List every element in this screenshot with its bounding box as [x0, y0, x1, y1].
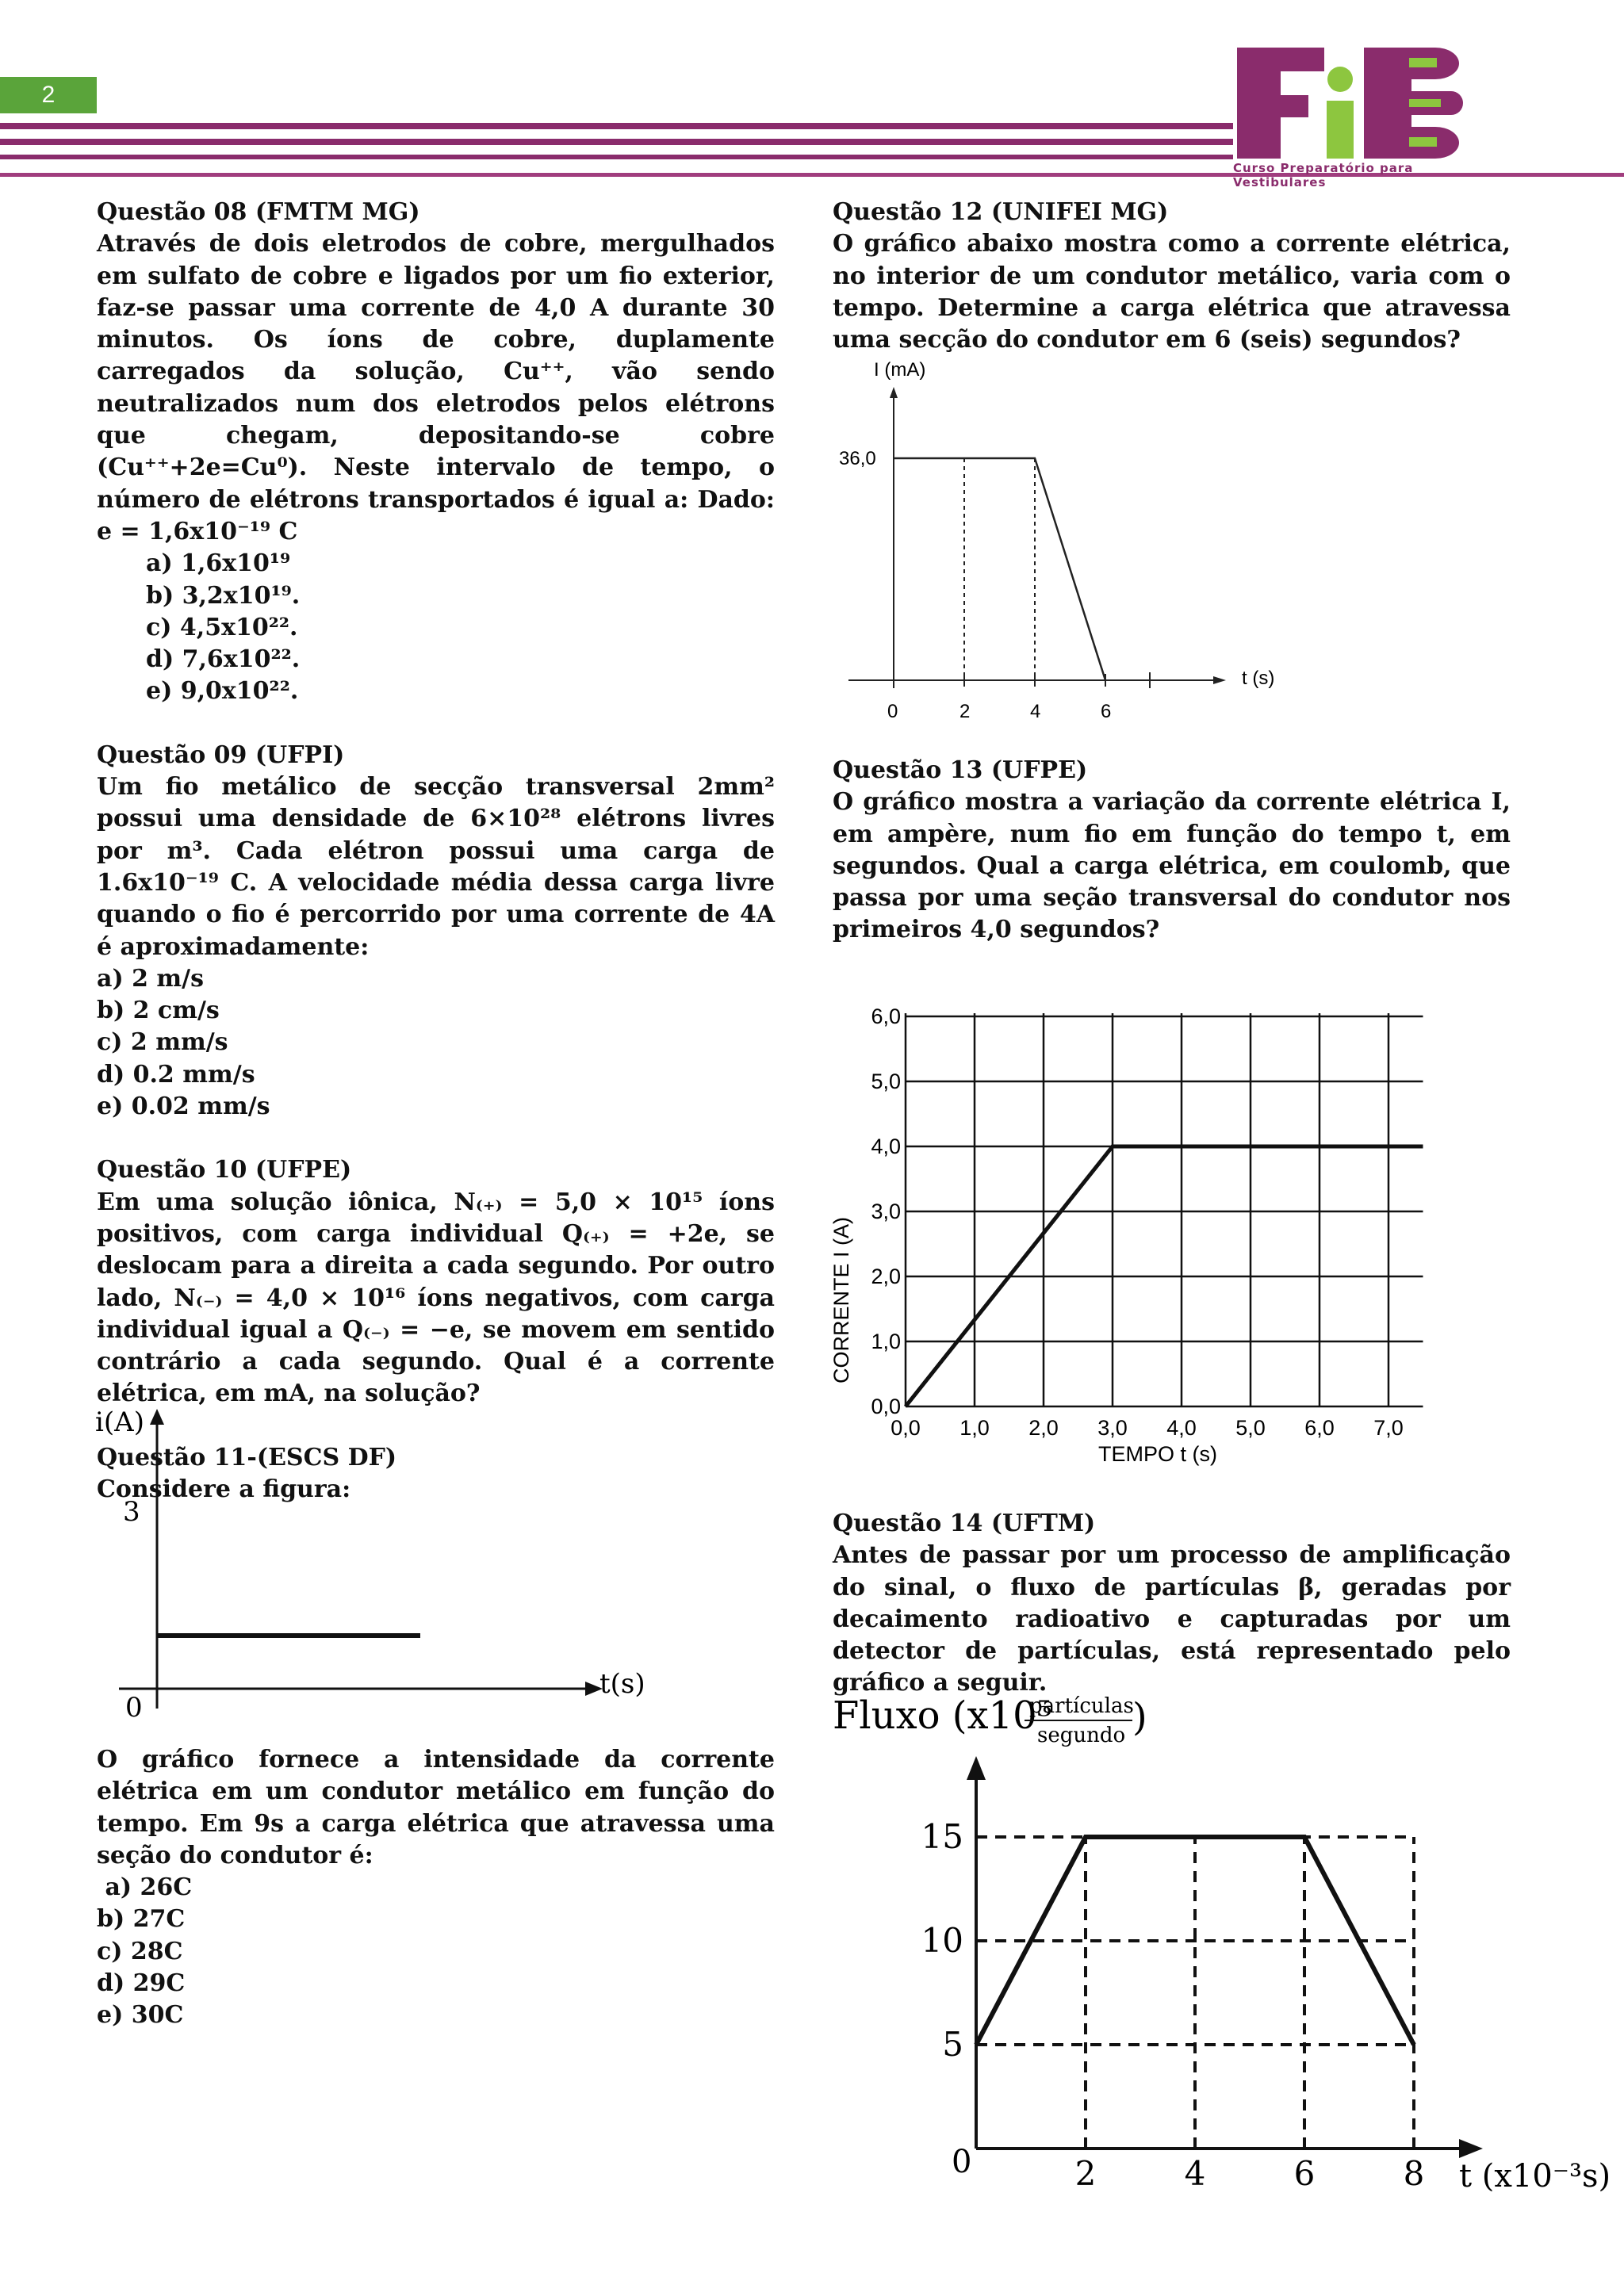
q09-title: Questão 09 (UFPI) [97, 740, 345, 769]
option: a) 26C [97, 1873, 193, 1902]
y-axis-arrow [150, 1409, 164, 1425]
y-tick-label: 0,0 [871, 1395, 901, 1418]
q12-text: O gráfico abaixo mostra como a corrente elétrica, no interior de um condutor metálico, varia com o tempo. Determine a carga elétrica que atravessa uma secção do condutor em 6 (seis) segundos? [833, 230, 1511, 354]
q11-intro: Considere a figura: [97, 1475, 351, 1503]
y-tick-label: 2,0 [871, 1265, 901, 1288]
page-number: 2 [0, 77, 97, 113]
option: d) 0.2 mm/s [97, 1060, 255, 1089]
option: e) 9,0x10²². [146, 677, 299, 706]
q12-chart [833, 355, 1308, 728]
option: c) 4,5x10²². [146, 613, 298, 641]
x-axis-label: t (x10⁻³s) [1459, 2158, 1611, 2195]
y-axis-label: i(A) [95, 1406, 144, 1438]
q13-title: Questão 13 (UFPE) [833, 756, 1088, 784]
q13-text: O gráfico mostra a variação da corrente elétrica I, em ampère, num fio em função do tempo t, em segundos. Qual a carga elétrica, em coulomb, que passa por uma seção transversal do condutor nos primeiros 4,0 segundos? [833, 788, 1511, 944]
title-fraction-denominator: segundo [1037, 1724, 1126, 1747]
q14-chart [825, 1689, 1618, 2212]
y-tick-label: 10 [921, 1921, 963, 1960]
x-tick-label: 6,0 [1304, 1416, 1335, 1440]
header-stripe [0, 155, 1233, 159]
q09-text: Um fio metálico de secção transversal 2mm² possui uma densidade de 6×10²⁸ elétrons livres por m³. Cada elétron possui uma carga de 1.6x10⁻¹⁹ C. A velocidade média dessa carga livre quando o fio é percorrido por uma corrente de 4A é aproximadamente: [97, 773, 775, 961]
x-axis-arrow [1459, 2139, 1483, 2158]
origin-label: 0 [952, 2144, 972, 2180]
left-column [97, 197, 775, 1506]
y-axis-label: I (mA) [874, 359, 926, 381]
option: d) 7,6x10²². [146, 645, 301, 674]
logo-tagline: Curso Preparatório para Vestibulares [1233, 161, 1414, 189]
q08-options [97, 548, 775, 707]
q13-block [833, 755, 1511, 947]
x-tick-label: 6 [1101, 701, 1112, 722]
header-stripe [0, 123, 1233, 129]
x-tick-label: 6 [1293, 2154, 1316, 2193]
q14-block [833, 1508, 1511, 1700]
q12-block [833, 197, 1511, 356]
y-tick-label: 3,0 [871, 1200, 901, 1223]
option: a) 2 m/s [97, 964, 204, 993]
x-axis-label: t(s) [599, 1668, 645, 1700]
y-tick-label: 4,0 [871, 1135, 901, 1158]
x-tick-label: 1,0 [959, 1416, 990, 1440]
y-tick-label: 5,0 [871, 1070, 901, 1093]
option: e) 30C [97, 2001, 184, 2030]
option: b) 3,2x10¹⁹. [146, 581, 301, 610]
option: b) 2 cm/s [97, 997, 220, 1025]
q14-title: Questão 14 (UFTM) [833, 1510, 1096, 1537]
fib-logo [1233, 44, 1471, 170]
x-tick-label: 2,0 [1028, 1416, 1059, 1440]
data-line [894, 458, 1105, 680]
option: a) 1,6x10¹⁹ [146, 549, 291, 578]
option: c) 28C [97, 1937, 183, 1965]
q08-text: Através de dois eletrodos de cobre, mergulhados em sulfato de cobre e ligados por um fio exterior, faz-se passar uma corrente de 4,0 A durante 30 minutos. Os íons de cobre, duplamente carregados da solução, Cu⁺⁺, vão sendo neutralizados num dos eletrodos pelos elétrons que chegam, depositando-se cobre (Cu⁺⁺+2e=Cu⁰). Neste intervalo de tempo, o número de elétrons transportados é igual a: Dado: e = 1,6x10⁻¹⁹ C [97, 230, 775, 545]
q08-title: Questão 08 (FMTM MG) [97, 198, 420, 226]
option: e) 0.02 mm/s [97, 1093, 270, 1121]
x-tick-label: 8 [1403, 2154, 1425, 2193]
q13-chart [825, 975, 1435, 1475]
x-tick-label: 2 [959, 701, 971, 722]
q11-text-block [97, 1744, 775, 2032]
x-axis-arrow [1213, 676, 1226, 684]
q14-text: Antes de passar por um processo de amplificação do sinal, o fluxo de partículas β, geradas por decaimento radioativo e capturadas por um detector de partículas, está representado pelo gráfico a seguir. [833, 1541, 1511, 1697]
y-tick-label: 5 [942, 2025, 963, 2064]
q12-title: Questão 12 (UNIFEI MG) [833, 198, 1169, 226]
chart-title: Fluxo (x10⁵ [833, 1693, 1052, 1738]
x-tick-label: 5,0 [1235, 1416, 1266, 1440]
x-tick-label: 2 [1074, 2154, 1097, 2193]
x-tick-label: 0,0 [891, 1416, 921, 1440]
x-axis-label: t (s) [1242, 668, 1275, 689]
q10-title: Questão 10 (UFPE) [97, 1156, 352, 1184]
y-tick-label: 36,0 [839, 448, 876, 469]
y-tick-label: 3 [123, 1496, 140, 1528]
q11-chart [87, 1399, 658, 1732]
x-tick-label: 3,0 [1097, 1416, 1128, 1440]
title-fraction-numerator: partículas [1029, 1694, 1134, 1718]
x-tick-label: 4 [1184, 2154, 1206, 2193]
q11-text: O gráfico fornece a intensidade da corrente elétrica em um condutor metálico em função do tempo. Em 9s a carga elétrica que atravessa uma seção do condutor é: [97, 1746, 775, 1869]
header-stripe [0, 139, 1233, 145]
option: c) 2 mm/s [97, 1028, 228, 1057]
option: b) 27C [97, 1905, 186, 1934]
x-tick-label: 4,0 [1166, 1416, 1197, 1440]
x-tick-label: 7,0 [1373, 1416, 1404, 1440]
y-tick-label: 1,0 [871, 1330, 901, 1353]
y-axis-label: CORRENTE I (A) [829, 1216, 853, 1384]
y-axis-arrow [890, 387, 898, 398]
x-tick-label: 4 [1030, 701, 1041, 722]
q09-options [97, 963, 775, 1123]
origin-label: 0 [125, 1692, 143, 1724]
option: d) 29C [97, 1969, 186, 1998]
y-tick-label: 6,0 [871, 1004, 901, 1028]
title-close: ) [1132, 1695, 1147, 1739]
y-tick-label: 15 [921, 1817, 963, 1856]
x-tick-label: 0 [887, 701, 898, 722]
x-axis-label: TEMPO t (s) [1098, 1442, 1217, 1466]
q11-title: Questão 11-(ESCS DF) [97, 1443, 397, 1471]
y-axis-arrow [967, 1756, 986, 1780]
q10-text: Em uma solução iônica, N₍₊₎ = 5,0 × 10¹⁵ íons positivos, com carga individual Q₍₊₎ = +2e, se deslocam para a direita a cada segundo. Por outro lado, N₍₋₎ = 4,0 × 10¹⁶ íons negativos, com carga individual igual a Q₍₋₎ = −e, se movem em sentido contrário a cada segundo. Qual é a corrente elétrica, em mA, na solução? [97, 1188, 775, 1408]
